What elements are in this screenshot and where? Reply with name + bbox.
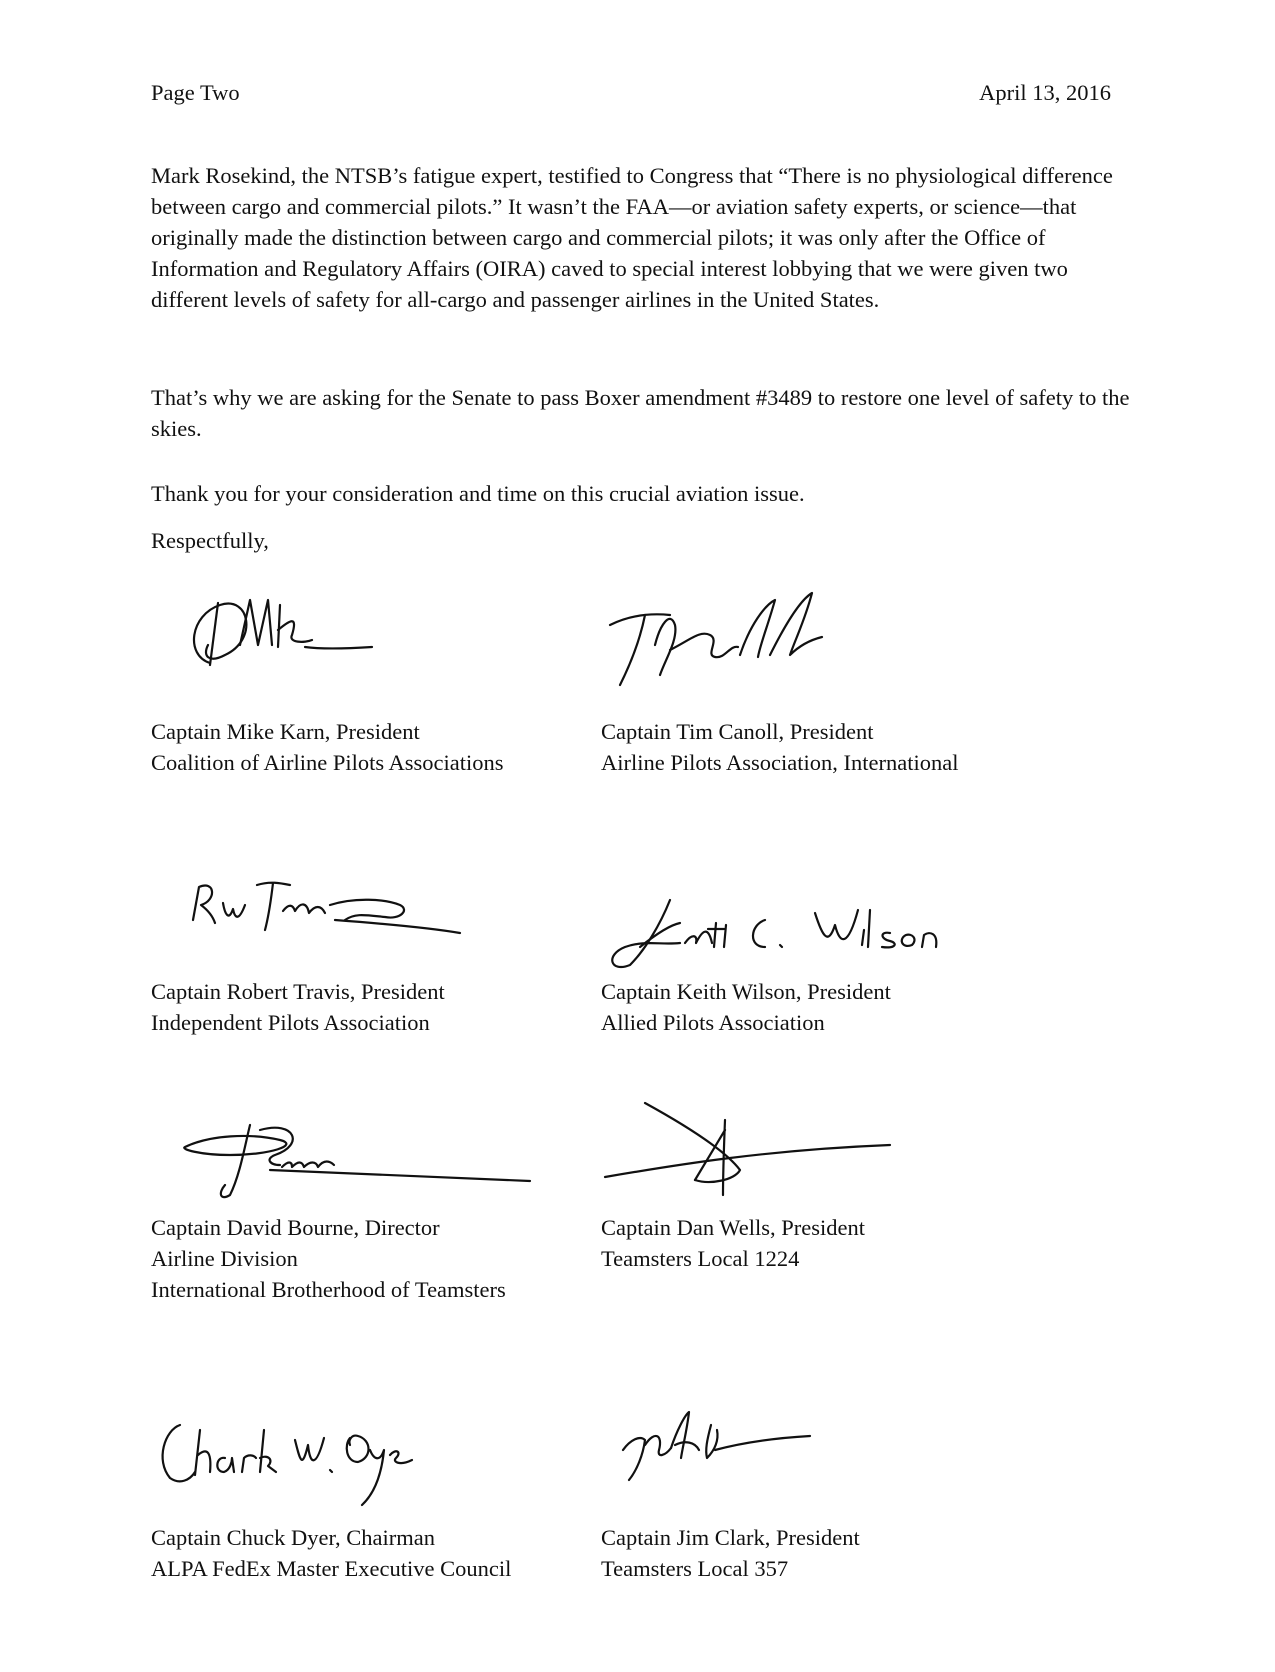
signature-chuck-dyer	[150, 1400, 420, 1515]
signatory-tim-canoll	[601, 716, 1061, 778]
signatory-organization: Allied Pilots Association	[601, 1010, 825, 1035]
body-paragraph-3: Thank you for your consideration and time on this crucial aviation issue.	[151, 481, 805, 506]
signatory-name-title: Captain Tim Canoll, President	[601, 719, 874, 744]
signatory-organization: Airline Division	[151, 1246, 298, 1271]
signatory-mike-karn	[151, 716, 611, 778]
signatory-name-title: Captain Robert Travis, President	[151, 979, 445, 1004]
signatory-name-title: Captain Chuck Dyer, Chairman	[151, 1525, 436, 1550]
signatory-chuck-dyer	[151, 1522, 611, 1584]
signatory-organization: Coalition of Airline Pilots Associations	[151, 750, 504, 775]
signatory-david-bourne	[151, 1212, 611, 1305]
signatory-keith-wilson	[601, 976, 1061, 1038]
signatory-name-title: Captain David Bourne, Director	[151, 1215, 440, 1240]
signatory-jim-clark	[601, 1522, 1061, 1584]
signatory-organization: ALPA FedEx Master Executive Council	[151, 1556, 512, 1581]
signature-jim-clark	[615, 1400, 815, 1485]
signature-david-bourne	[170, 1115, 540, 1205]
signatory-name-title: Captain Keith Wilson, President	[601, 979, 891, 1004]
page-label: Page Two	[151, 80, 240, 105]
signatory-name-title: Captain Mike Karn, President	[151, 719, 420, 744]
body-paragraph-1: Mark Rosekind, the NTSB’s fatigue expert, testified to Congress that “There is no physiological difference between cargo and commercial pilots.” It wasn’t the FAA—or aviation safety experts, or science—that originally made the distinction between cargo and commercial pilots; it was only after the Office of Information and Regulatory Affairs (OIRA) caved to special interest lobbying that we were given two different levels of safety for all-cargo and passenger airlines in the United States.	[151, 163, 1113, 312]
letter-date: April 13, 2016	[979, 80, 1111, 105]
body-paragraph-2: That’s why we are asking for the Senate to pass Boxer amendment #3489 to restore one level of safety to the skies.	[151, 385, 1130, 441]
signatory-organization: International Brotherhood of Teamsters	[151, 1277, 506, 1302]
signatory-name-title: Captain Jim Clark, President	[601, 1525, 860, 1550]
signature-tim-canoll	[600, 585, 830, 695]
signature-keith-wilson	[600, 895, 960, 975]
signature-robert-travis	[185, 875, 465, 945]
closing-salutation: Respectfully,	[151, 528, 269, 553]
signatory-organization: Airline Pilots Association, International	[601, 750, 959, 775]
signatory-organization: Teamsters Local 357	[601, 1556, 789, 1581]
signatory-organization: Independent Pilots Association	[151, 1010, 430, 1035]
signature-dan-wells	[595, 1095, 895, 1200]
signatory-dan-wells	[601, 1212, 1061, 1274]
signature-mike-karn	[180, 585, 380, 675]
signatory-name-title: Captain Dan Wells, President	[601, 1215, 865, 1240]
signatory-organization: Teamsters Local 1224	[601, 1246, 800, 1271]
signatory-robert-travis	[151, 976, 611, 1038]
